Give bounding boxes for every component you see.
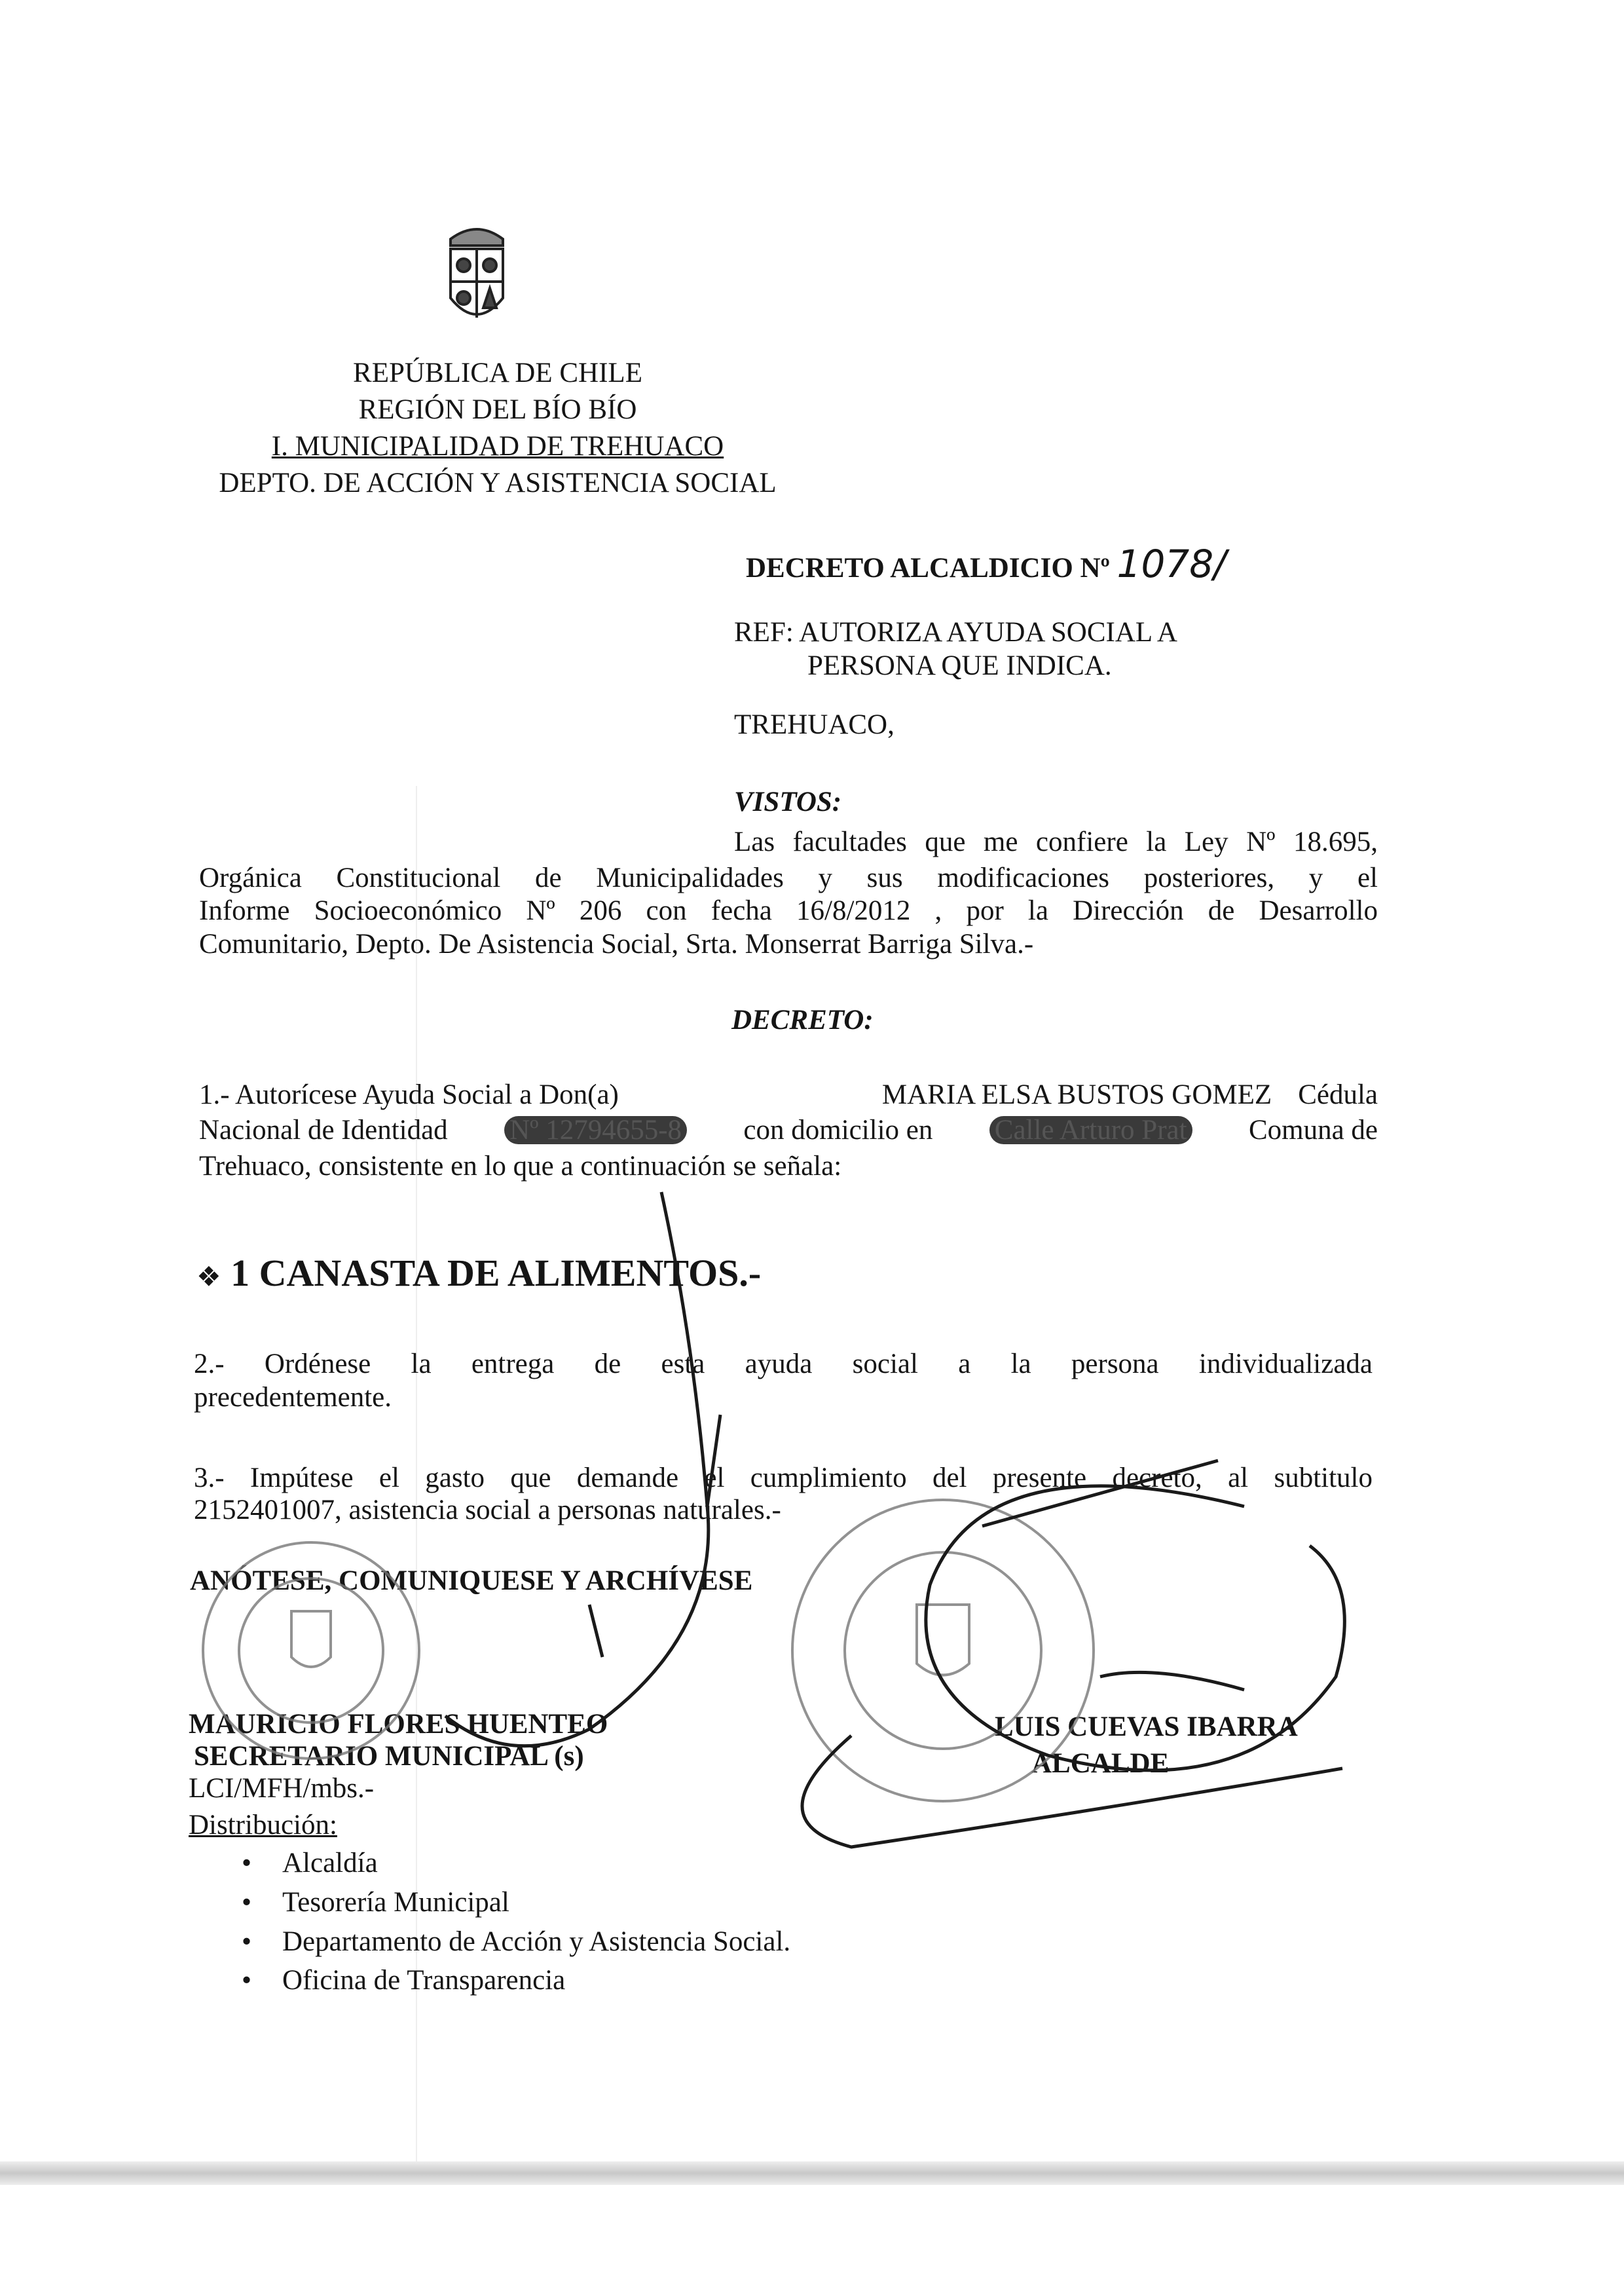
diamond-bullet-icon: ❖ (196, 1260, 221, 1293)
paragraph-1-line-3: Trehuaco, consistente en lo que a continuación se señala: (199, 1151, 842, 1182)
mayor-name: LUIS CUEVAS IBARRA (995, 1711, 1298, 1742)
distribution-item-text: Alcaldía (282, 1848, 378, 1878)
paragraph-1-line-2 (199, 1116, 1378, 1144)
mayor-title: ALCALDE (1031, 1748, 1170, 1779)
initials: LCI/MFH/mbs.- (189, 1773, 375, 1804)
header-municipality: I. MUNICIPALIDAD DE TREHUACO (271, 431, 724, 462)
decreto-heading: DECRETO: (731, 1005, 874, 1036)
paragraph-2-line-1: 2.- Ordénese la entrega de esta ayuda social a la persona individualizada (194, 1349, 1373, 1379)
beneficiary-name: MARIA ELSA BUSTOS GOMEZ (881, 1079, 1272, 1110)
header-department: DEPTO. DE ACCIÓN Y ASISTENCIA SOCIAL (219, 468, 777, 498)
vistos-heading: VISTOS: (734, 787, 842, 817)
p1-text: con domicilio en (743, 1115, 933, 1146)
distribution-item-text: Departamento de Acción y Asistencia Social. (282, 1926, 791, 1957)
distribution-item: • Departamento de Acción y Asistencia Social. (242, 1926, 791, 1957)
distribution-item-text: Oficina de Transparencia (282, 1965, 566, 1996)
p1-text: Cédula (1298, 1079, 1378, 1110)
distribution-item-text: Tesorería Municipal (282, 1887, 509, 1918)
p1-text: 1.- Autorícese Ayuda Social a Don(a) (199, 1079, 619, 1110)
decree-title (746, 542, 1227, 586)
closing-formula: ANÓTESE, COMUNIQUESE Y ARCHÍVESE (190, 1565, 753, 1596)
scan-edge-band (0, 2161, 1624, 2185)
distribution-item: • Alcaldía (242, 1848, 378, 1878)
header-region: REGIÓN DEL BÍO BÍO (358, 394, 637, 425)
distribution-item: • Tesorería Municipal (242, 1887, 509, 1918)
header-country: REPÚBLICA DE CHILE (353, 358, 642, 388)
redacted-id-number: Nº 12794655-8 (504, 1116, 687, 1144)
p1-text: Nacional de Identidad (199, 1115, 448, 1146)
paragraph-1-line-1 (199, 1081, 1378, 1109)
paragraph-3-line-2: 2152401007, asistencia social a personas naturales.- (194, 1495, 781, 1525)
vistos-line: Las facultades que me confiere la Ley Nº 18.695, (734, 827, 1378, 857)
secretary-name: MAURICIO FLORES HUENTEO (189, 1709, 608, 1740)
paragraph-2-line-2: precedentemente. (194, 1382, 392, 1413)
decree-number-handwritten: 1078/ (1116, 542, 1227, 586)
paragraph-3-line-1: 3.- Impútese el gasto que demande el cumplimiento del presente decreto, al subtitulo (194, 1463, 1373, 1493)
vistos-line: Informe Socioeconómico Nº 206 con fecha 16/8/2012 , por la Dirección de Desarrollo (199, 895, 1378, 926)
distribution-label: Distribución: (189, 1810, 337, 1840)
ref-line-2: PERSONA QUE INDICA. (807, 650, 1112, 681)
ref-line-1: REF: AUTORIZA AYUDA SOCIAL A (734, 617, 1177, 648)
place: TREHUACO, (734, 709, 895, 740)
redacted-address: Calle Arturo Prat (989, 1116, 1192, 1144)
distribution-item: • Oficina de Transparencia (242, 1965, 566, 1996)
vistos-line: Orgánica Constitucional de Municipalidades y sus modificaciones posteriores, y el (199, 863, 1378, 893)
p1-text: Comuna de (1248, 1115, 1378, 1146)
aid-item (196, 1254, 761, 1292)
aid-item-text: 1 CANASTA DE ALIMENTOS.- (231, 1252, 762, 1294)
vistos-line: Comunitario, Depto. De Asistencia Social, Srta. Monserrat Barriga Silva.- (199, 929, 1034, 960)
secretary-title: SECRETARIO MUNICIPAL (s) (194, 1741, 584, 1772)
decree-title-text: DECRETO ALCALDICIO Nº (746, 553, 1110, 584)
